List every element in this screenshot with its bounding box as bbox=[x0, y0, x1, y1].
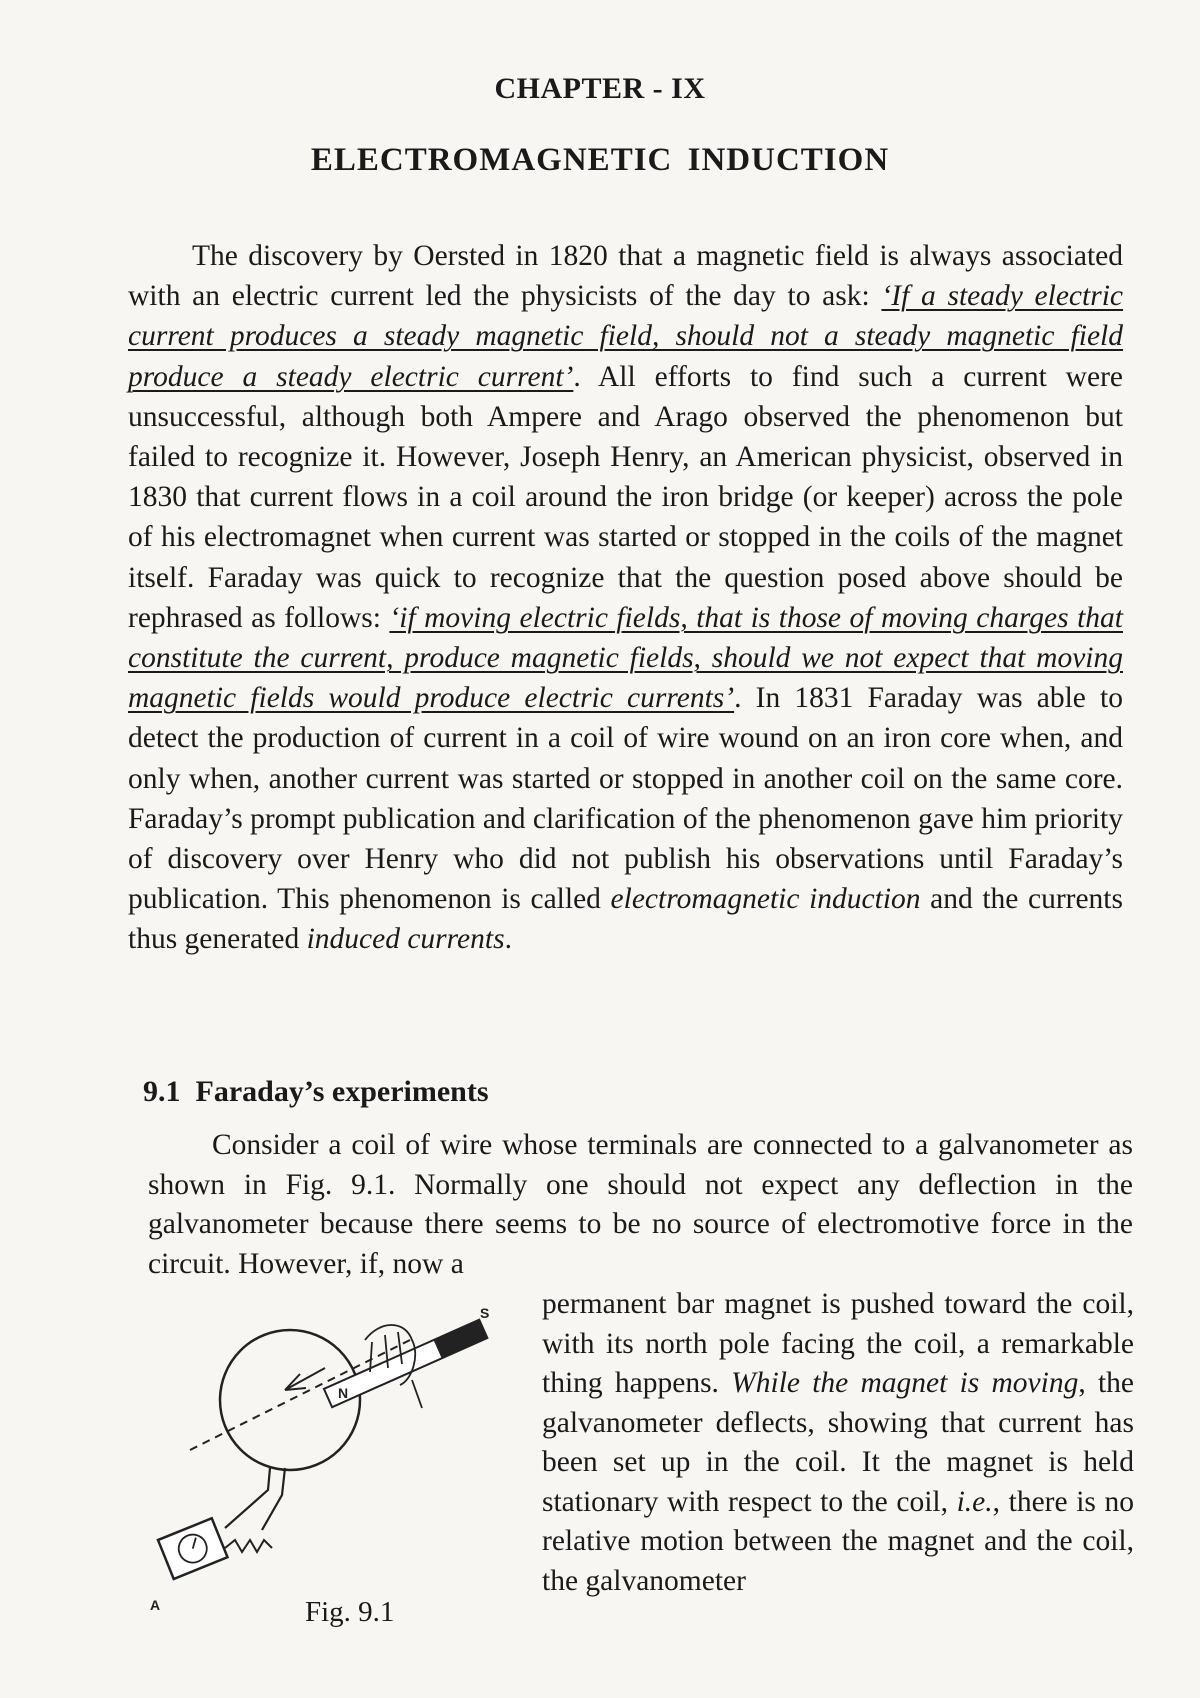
figure-caption: Fig. 9.1 bbox=[305, 1596, 395, 1628]
term-electromagnetic-induction: electromagnetic induction bbox=[610, 883, 921, 916]
term-induced-currents: induced currents bbox=[306, 923, 505, 956]
section-heading: 9.1 Faraday’s experiments bbox=[143, 1075, 489, 1108]
magnet-north-label: N bbox=[338, 1385, 349, 1401]
galvanometer bbox=[158, 1518, 228, 1579]
intro-paragraph bbox=[128, 236, 1123, 960]
side-italic-ie: i.e. bbox=[956, 1485, 993, 1518]
side-text-2: , the galvanometer deflects, showing that current has been set up in the coil. It the magnet is held stationary with respect to the coil, bbox=[542, 1367, 1134, 1518]
chapter-label: CHAPTER - IX bbox=[494, 72, 706, 105]
intro-quote-1: ‘If a steady electric current produces a steady magnetic field, should not a steady magnetic field produce a steady electric current’ bbox=[128, 280, 1123, 393]
intro-quote-2: ‘if moving electric fields, that is those of moving charges that constitute the current, produce magnetic fields, should we not expect that moving magnetic fields would produce electric currents’ bbox=[128, 601, 1123, 715]
side-text-1: permanent bar magnet is pushed toward the coil, with its north pole facing the coil, a remarkable thing happens. bbox=[542, 1288, 1134, 1399]
axis-dashed-line bbox=[190, 1340, 410, 1450]
intro-text-2: . All efforts to find such a current were unsuccessful, although both Ampere and Arago observed the phenomenon but failed to recognize it. However, Joseph Henry, an American physicist, observed in 1830 that current flows in a coil around the iron bridge (or keeper) across the pole of his electromagnet when current was started or stopped in the coils of the magnet itself. Faraday was quick to recognize that the question posed above should be rephrased as follows: bbox=[128, 360, 1123, 634]
resistor-zigzag bbox=[225, 1540, 272, 1552]
coil-lead-wire bbox=[225, 1468, 285, 1530]
motion-arrow bbox=[285, 1368, 325, 1390]
magnet-south-label: S bbox=[480, 1305, 490, 1321]
intro-text-5: . bbox=[504, 923, 512, 956]
side-italic-1: While the magnet is moving bbox=[731, 1367, 1079, 1399]
intro-text-1: The discovery by Oersted in 1820 that a magnetic field is always associated with an electric current led the physicists of the day to ask: bbox=[128, 240, 1123, 313]
figure-9-1-diagram bbox=[150, 1290, 530, 1620]
section-paragraph-top: Consider a coil of wire whose terminals are connected to a galvanometer as shown in Fig. 9.1. Normally one should not expect any deflection in the galvanometer because there seems to be no source of electromotive force in the circuit. However, if, now a bbox=[148, 1129, 1133, 1280]
intro-text-3: . In 1831 Faraday was able to detect the production of current in a coil of wire wound on an iron core when, and only when, another current was started or stopped in another coil on the same core. Faraday’s prompt publication and clarification of the phenomenon gave him priority of discovery over Henry who did not publish his observations until Faraday’s publication. This phenomenon is called bbox=[128, 682, 1123, 916]
chapter-title: ELECTROMAGNETIC INDUCTION bbox=[310, 142, 890, 178]
galvanometer-label: A bbox=[150, 1597, 161, 1613]
section-paragraph-side bbox=[542, 1285, 1134, 1601]
intro-text-4: and the currents thus generated bbox=[128, 883, 1123, 956]
side-text-3: , there is no relative motion between the magnet and the coil, the galvanometer bbox=[542, 1485, 1134, 1597]
